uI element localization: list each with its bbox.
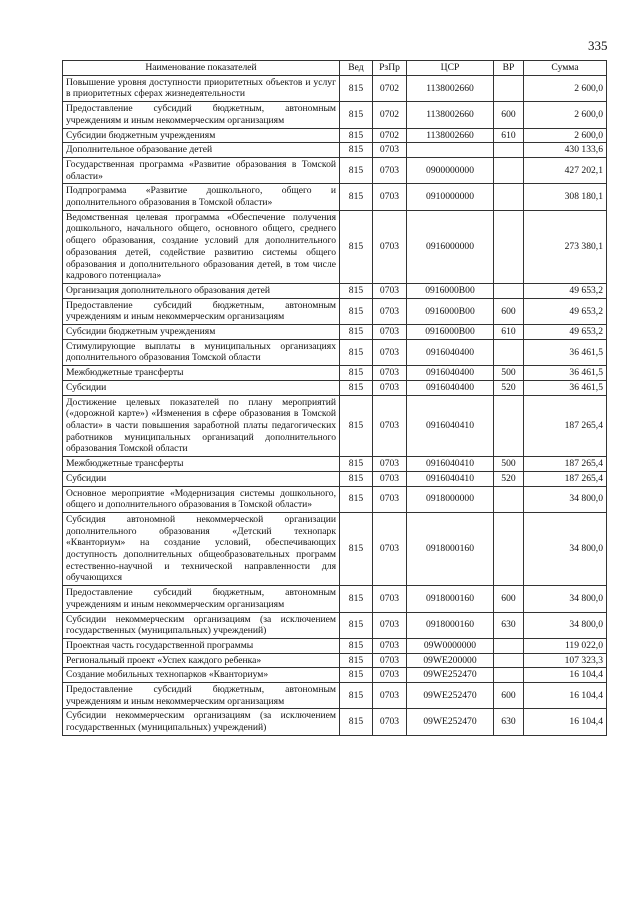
cell-ved: 815 [340, 325, 373, 340]
cell-sum: 36 461,5 [524, 380, 607, 395]
table-row [63, 457, 607, 472]
header-csr: ЦСР [407, 61, 494, 76]
cell-vr: 500 [494, 457, 524, 472]
cell-sum: 2 600,0 [524, 102, 607, 128]
cell-vr [494, 668, 524, 683]
cell-sum: 34 800,0 [524, 586, 607, 612]
header-name: Наименование показателей [63, 61, 340, 76]
table-row [63, 395, 607, 457]
table-row [63, 283, 607, 298]
cell-rzpr: 0703 [373, 283, 407, 298]
table-row [63, 486, 607, 512]
table-row [63, 210, 607, 283]
table-row [63, 638, 607, 653]
cell-rzpr: 0703 [373, 298, 407, 324]
cell-sum: 49 653,2 [524, 298, 607, 324]
cell-sum: 16 104,4 [524, 683, 607, 709]
cell-rzpr: 0703 [373, 638, 407, 653]
cell-rzpr: 0703 [373, 471, 407, 486]
cell-sum: 36 461,5 [524, 339, 607, 365]
cell-vr [494, 75, 524, 101]
cell-rzpr: 0703 [373, 380, 407, 395]
cell-vr [494, 512, 524, 585]
cell-ved: 815 [340, 683, 373, 709]
table-row [63, 586, 607, 612]
cell-csr: 0916040400 [407, 366, 494, 381]
cell-ved: 815 [340, 471, 373, 486]
cell-ved: 815 [340, 157, 373, 183]
table-row [63, 512, 607, 585]
table-row [63, 471, 607, 486]
cell-name: Субсидия автономной некоммерческой организации дополнительного образования «Детский технопарк «Кванториум» на создание условий, обеспечивающих доступность дополнительных общеобразовательных программ естественно-научной и технической направленности для обучающихся [63, 512, 340, 585]
cell-sum: 2 600,0 [524, 128, 607, 143]
cell-vr: 600 [494, 102, 524, 128]
cell-sum: 308 180,1 [524, 184, 607, 210]
cell-csr: 09W0000000 [407, 638, 494, 653]
cell-name: Предоставление субсидий бюджетным, автономным учреждениям и иным некоммерческим организациям [63, 683, 340, 709]
cell-ved: 815 [340, 457, 373, 472]
header-sum: Сумма [524, 61, 607, 76]
table-row [63, 102, 607, 128]
cell-csr: 09WE252470 [407, 668, 494, 683]
cell-sum: 187 265,4 [524, 471, 607, 486]
header-ved: Вед [340, 61, 373, 76]
cell-vr [494, 283, 524, 298]
cell-csr: 0916000B00 [407, 298, 494, 324]
cell-ved: 815 [340, 184, 373, 210]
table-row [63, 366, 607, 381]
cell-vr: 600 [494, 298, 524, 324]
cell-sum: 34 800,0 [524, 486, 607, 512]
cell-name: Государственная программа «Развитие образования в Томской области» [63, 157, 340, 183]
cell-csr: 1138002660 [407, 128, 494, 143]
cell-name: Субсидии некоммерческим организациям (за исключением государственных (муниципальных) учреждений) [63, 612, 340, 638]
cell-csr: 0916040410 [407, 395, 494, 457]
cell-vr [494, 184, 524, 210]
table-row [63, 668, 607, 683]
cell-sum: 187 265,4 [524, 395, 607, 457]
cell-ved: 815 [340, 486, 373, 512]
cell-rzpr: 0703 [373, 586, 407, 612]
cell-ved: 815 [340, 128, 373, 143]
cell-name: Предоставление субсидий бюджетным, автономным учреждениям и иным некоммерческим организациям [63, 298, 340, 324]
cell-rzpr: 0703 [373, 668, 407, 683]
cell-csr: 0910000000 [407, 184, 494, 210]
cell-ved: 815 [340, 638, 373, 653]
table-row [63, 612, 607, 638]
cell-sum: 107 323,3 [524, 653, 607, 668]
header-vr: ВР [494, 61, 524, 76]
header-rzpr: РзПр [373, 61, 407, 76]
cell-name: Межбюджетные трансферты [63, 366, 340, 381]
cell-csr: 1138002660 [407, 75, 494, 101]
cell-ved: 815 [340, 143, 373, 158]
cell-name: Субсидии бюджетным учреждениям [63, 325, 340, 340]
table-row [63, 380, 607, 395]
cell-name: Предоставление субсидий бюджетным, автономным учреждениям и иным некоммерческим организациям [63, 586, 340, 612]
cell-ved: 815 [340, 339, 373, 365]
cell-vr [494, 653, 524, 668]
cell-csr: 0916000B00 [407, 283, 494, 298]
cell-rzpr: 0703 [373, 486, 407, 512]
cell-csr: 0916040410 [407, 457, 494, 472]
table-row [63, 298, 607, 324]
cell-sum: 16 104,4 [524, 709, 607, 735]
cell-name: Региональный проект «Успех каждого ребенка» [63, 653, 340, 668]
cell-sum: 430 133,6 [524, 143, 607, 158]
cell-vr: 520 [494, 380, 524, 395]
cell-vr [494, 486, 524, 512]
cell-sum: 119 022,0 [524, 638, 607, 653]
cell-name: Субсидии некоммерческим организациям (за исключением государственных (муниципальных) учреждений) [63, 709, 340, 735]
cell-name: Межбюджетные трансферты [63, 457, 340, 472]
cell-rzpr: 0703 [373, 683, 407, 709]
cell-rzpr: 0703 [373, 143, 407, 158]
cell-rzpr: 0702 [373, 75, 407, 101]
cell-ved: 815 [340, 102, 373, 128]
cell-name: Создание мобильных технопарков «Кванториум» [63, 668, 340, 683]
cell-rzpr: 0703 [373, 366, 407, 381]
cell-ved: 815 [340, 586, 373, 612]
table-body [63, 75, 607, 735]
cell-name: Предоставление субсидий бюджетным, автономным учреждениям и иным некоммерческим организациям [63, 102, 340, 128]
cell-name: Основное мероприятие «Модернизация системы дошкольного, общего и дополнительного образования в Томской области» [63, 486, 340, 512]
cell-rzpr: 0703 [373, 512, 407, 585]
cell-ved: 815 [340, 75, 373, 101]
cell-sum: 49 653,2 [524, 283, 607, 298]
cell-vr: 630 [494, 612, 524, 638]
cell-ved: 815 [340, 380, 373, 395]
table-row [63, 184, 607, 210]
cell-vr: 500 [494, 366, 524, 381]
cell-ved: 815 [340, 366, 373, 381]
cell-csr: 0918000160 [407, 612, 494, 638]
table-row [63, 75, 607, 101]
budget-table [62, 60, 607, 736]
cell-ved: 815 [340, 668, 373, 683]
cell-sum: 16 104,4 [524, 668, 607, 683]
cell-name: Повышение уровня доступности приоритетных объектов и услуг в приоритетных сферах жизнедеятельности [63, 75, 340, 101]
table-row [63, 653, 607, 668]
cell-ved: 815 [340, 210, 373, 283]
cell-csr: 09WE200000 [407, 653, 494, 668]
table-row [63, 128, 607, 143]
cell-rzpr: 0703 [373, 653, 407, 668]
cell-sum: 187 265,4 [524, 457, 607, 472]
cell-name: Проектная часть государственной программы [63, 638, 340, 653]
table-row [63, 143, 607, 158]
cell-csr: 0916040400 [407, 339, 494, 365]
cell-rzpr: 0703 [373, 325, 407, 340]
cell-sum: 36 461,5 [524, 366, 607, 381]
page-number: 335 [588, 38, 608, 53]
cell-rzpr: 0702 [373, 128, 407, 143]
cell-rzpr: 0703 [373, 210, 407, 283]
cell-vr [494, 210, 524, 283]
table-row [63, 325, 607, 340]
cell-csr [407, 143, 494, 158]
cell-csr: 0918000160 [407, 512, 494, 585]
cell-name: Стимулирующие выплаты в муниципальных организациях дополнительного образования Томской области [63, 339, 340, 365]
cell-rzpr: 0703 [373, 339, 407, 365]
cell-ved: 815 [340, 395, 373, 457]
table-row [63, 157, 607, 183]
cell-vr [494, 143, 524, 158]
cell-rzpr: 0702 [373, 102, 407, 128]
cell-name: Подпрограмма «Развитие дошкольного, общего и дополнительного образования в Томской области» [63, 184, 340, 210]
cell-vr: 520 [494, 471, 524, 486]
cell-vr [494, 339, 524, 365]
table-header-row [63, 61, 607, 76]
cell-csr: 0916040400 [407, 380, 494, 395]
cell-rzpr: 0703 [373, 709, 407, 735]
table-row [63, 683, 607, 709]
cell-name: Ведомственная целевая программа «Обеспечение получения дошкольного, начального общего, основного общего, среднего общего образования, создание условий для дополнительного образования детей, содействие развитию системы общего образования и дополнительного образования детей, в том числе кадрового потенциала» [63, 210, 340, 283]
cell-name: Достижение целевых показателей по плану мероприятий («дорожной карте») «Изменения в сфере образования в Томской области» в части повышения заработной платы педагогических работников муниципальных организаций дополнительного образования Томской области [63, 395, 340, 457]
table-row [63, 709, 607, 735]
table-row [63, 339, 607, 365]
cell-csr: 09WE252470 [407, 709, 494, 735]
cell-name: Субсидии [63, 380, 340, 395]
cell-vr: 600 [494, 586, 524, 612]
cell-vr [494, 157, 524, 183]
cell-csr: 0918000000 [407, 486, 494, 512]
cell-sum: 34 800,0 [524, 612, 607, 638]
cell-csr: 09WE252470 [407, 683, 494, 709]
cell-name: Дополнительное образование детей [63, 143, 340, 158]
cell-vr: 610 [494, 325, 524, 340]
cell-ved: 815 [340, 512, 373, 585]
cell-vr [494, 638, 524, 653]
cell-rzpr: 0703 [373, 612, 407, 638]
cell-csr: 1138002660 [407, 102, 494, 128]
cell-ved: 815 [340, 612, 373, 638]
cell-sum: 2 600,0 [524, 75, 607, 101]
cell-sum: 49 653,2 [524, 325, 607, 340]
cell-rzpr: 0703 [373, 157, 407, 183]
cell-csr: 0916000000 [407, 210, 494, 283]
cell-name: Субсидии бюджетным учреждениям [63, 128, 340, 143]
cell-sum: 427 202,1 [524, 157, 607, 183]
cell-rzpr: 0703 [373, 395, 407, 457]
cell-vr [494, 395, 524, 457]
cell-name: Субсидии [63, 471, 340, 486]
cell-csr: 0916040410 [407, 471, 494, 486]
cell-vr: 630 [494, 709, 524, 735]
cell-csr: 0900000000 [407, 157, 494, 183]
cell-rzpr: 0703 [373, 457, 407, 472]
cell-rzpr: 0703 [373, 184, 407, 210]
cell-csr: 0916000B00 [407, 325, 494, 340]
cell-name: Организация дополнительного образования детей [63, 283, 340, 298]
cell-sum: 273 380,1 [524, 210, 607, 283]
cell-ved: 815 [340, 283, 373, 298]
cell-vr: 600 [494, 683, 524, 709]
cell-vr: 610 [494, 128, 524, 143]
cell-sum: 34 800,0 [524, 512, 607, 585]
cell-ved: 815 [340, 298, 373, 324]
cell-csr: 0918000160 [407, 586, 494, 612]
cell-ved: 815 [340, 709, 373, 735]
cell-ved: 815 [340, 653, 373, 668]
